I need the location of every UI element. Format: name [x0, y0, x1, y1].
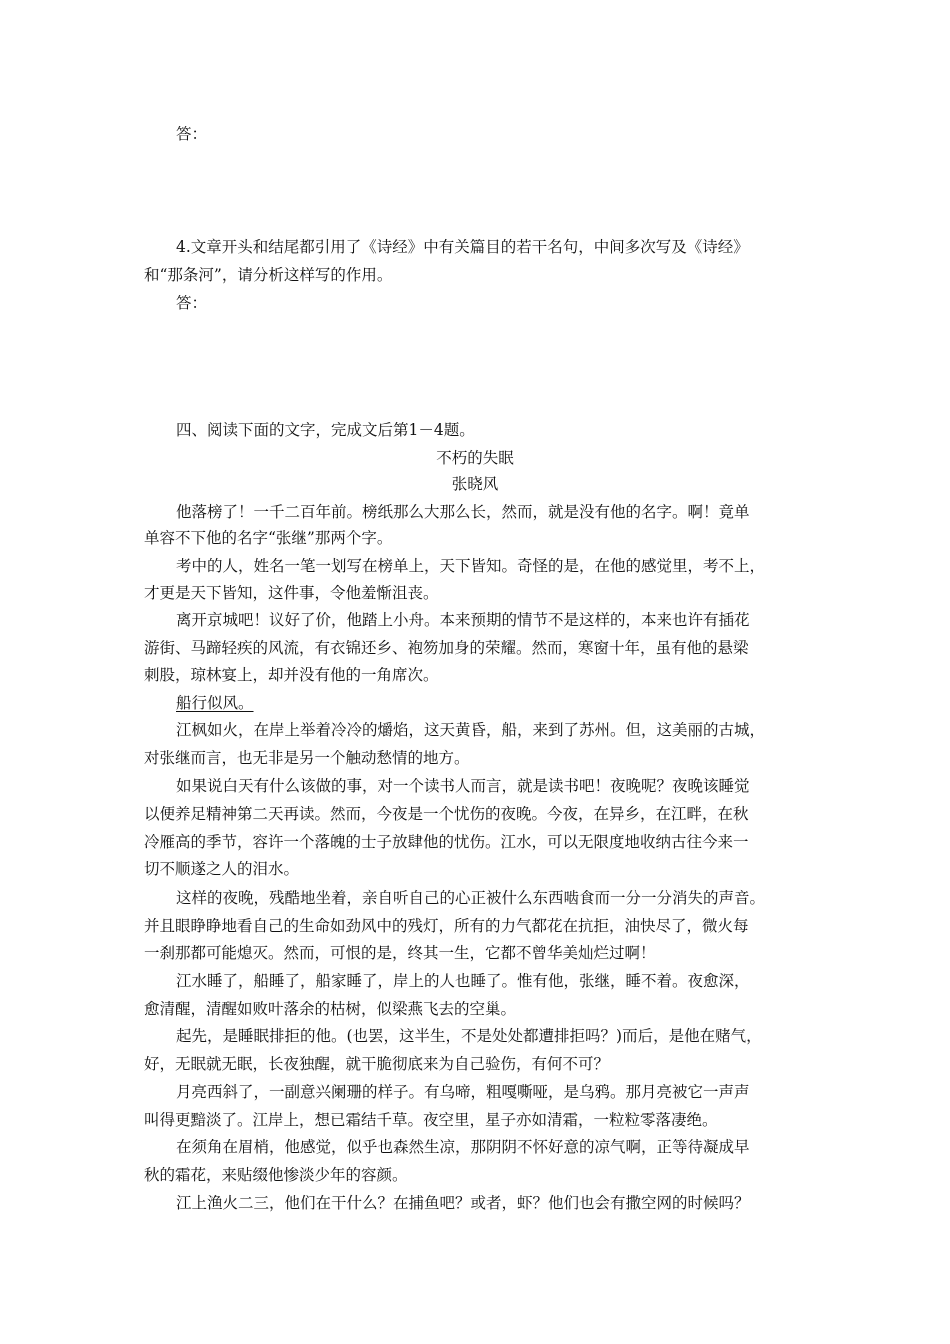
q4-answer-label: 答：: [176, 294, 208, 312]
passage-line: 对张继而言，也无非是另一个触动愁情的地方。: [144, 749, 470, 767]
passage-line: 离开京城吧！议好了价，他踏上小舟。本来预期的情节不是这样的，本来也许有插花: [176, 611, 750, 629]
passage-line: 以便养足精神第二天再读。然而，今夜是一个忧伤的夜晚。今夜，在异乡，在江畔，在秋: [144, 805, 749, 823]
passage-line: 江水睡了，船睡了，船家睡了，岸上的人也睡了。惟有他，张继，睡不着。夜愈深，: [176, 972, 750, 990]
passage-line: 起先，是睡眠排拒的他。(也罢，这半生，不是处处都遭排拒吗？)而后，是他在赌气，: [176, 1027, 762, 1045]
passage-line: 刺股，琼林宴上，却并没有他的一角席次。: [144, 666, 439, 684]
q3-answer-label: 答：: [176, 125, 208, 143]
passage-line: 如果说白天有什么该做的事，对一个读书人而言，就是读书吧！夜晚呢？夜晚该睡觉: [176, 777, 750, 795]
passage-line: 一刹那都可能熄灭。然而，可恨的是，终其一生，它都不曾华美灿烂过啊！: [144, 944, 656, 962]
passage-line: 江上渔火二三，他们在干什么？在捕鱼吧？或者，虾？他们也会有撒空网的时候吗？: [176, 1194, 750, 1212]
passage-line: 冷雁高的季节，容许一个落魄的士子放肆他的忧伤。江水，可以无限度地收纳古往今来一: [144, 833, 749, 851]
passage-line: 游街、马蹄轻疾的风流，有衣锦还乡、袍笏加身的荣耀。然而，寒窗十年，虽有他的悬梁: [144, 639, 749, 657]
passage-line: 考中的人，姓名一笔一划写在榜单上，天下皆知。奇怪的是，在他的感觉里，考不上，: [176, 557, 766, 575]
passage-line: 才更是天下皆知，这件事，令他羞惭沮丧。: [144, 584, 439, 602]
passage-line: 单容不下他的名字“张继”那两个字。: [144, 529, 393, 547]
passage-line: 江枫如火，在岸上举着冷冷的爝焰，这天黄昏，船，来到了苏州。但，这美丽的古城，: [176, 721, 766, 739]
passage-author: 张晓风: [451, 475, 499, 493]
section-heading: 四、阅读下面的文字，完成文后第1－4题。: [176, 421, 475, 439]
passage-line: 月亮西斜了，一副意兴阑珊的样子。有乌啼，粗嘎嘶哑，是乌鸦。那月亮被它一声声: [176, 1083, 750, 1101]
passage-title: 不朽的失眠: [436, 449, 514, 467]
passage-line: 秋的霜花，来贴缀他惨淡少年的容颜。: [144, 1166, 408, 1184]
passage-line: 好，无眠就无眠，长夜独醒，就干脆彻底来为自己验伤，有何不可？: [144, 1055, 610, 1073]
passage-line: 愈清醒，清醒如败叶落余的枯树，似梁燕飞去的空巢。: [144, 1000, 517, 1018]
q4-question-line-1: 4.文章开头和结尾都引用了《诗经》中有关篇目的若干名句，中间多次写及《诗经》: [176, 238, 749, 256]
passage-line: 切不顺遂之人的泪水。: [144, 860, 300, 878]
passage-line-underlined: 船行似风。: [176, 694, 254, 712]
passage-line: 并且眼睁睁地看自己的生命如劲风中的残灯，所有的力气都花在抗拒，油快尽了，微火每: [144, 917, 749, 935]
passage-line: 在须角在眉梢，他感觉，似乎也森然生凉，那阴阴不怀好意的凉气啊，正等待凝成早: [176, 1138, 750, 1156]
q4-question-line-2: 和“那条河”，请分析这样写的作用。: [144, 266, 393, 284]
passage-line: 叫得更黯淡了。江岸上，想已霜结千草。夜空里，星子亦如清霜，一粒粒零落凄绝。: [144, 1111, 718, 1129]
passage-line: 他落榜了！一千二百年前。榜纸那么大那么长，然而，就是没有他的名字。啊！竟单: [176, 503, 750, 521]
passage-line: 这样的夜晚，残酷地坐着，亲自听自己的心正被什么东西啮食而一分一分消失的声音。: [176, 889, 766, 907]
